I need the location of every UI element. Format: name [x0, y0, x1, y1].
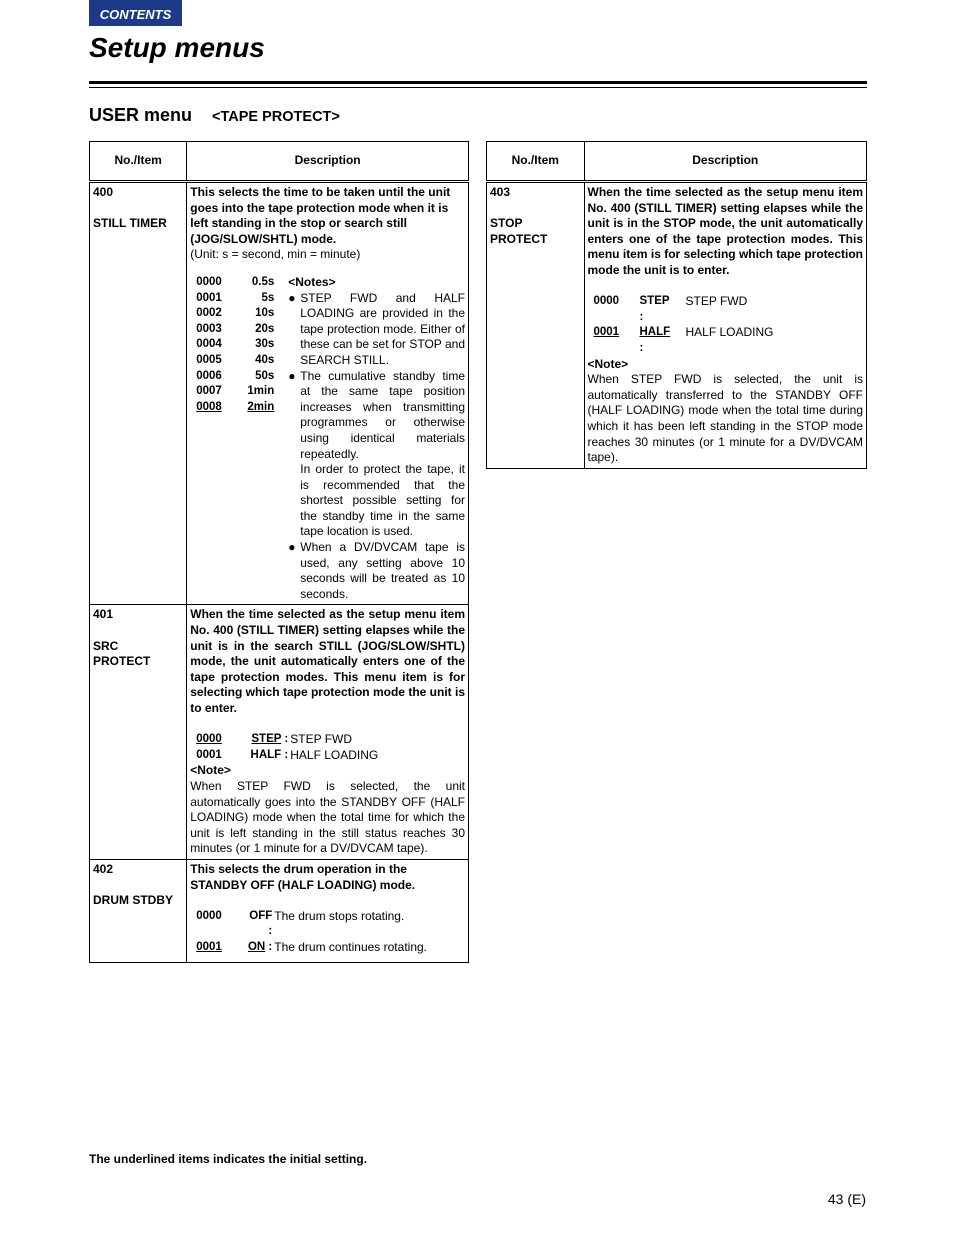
table-row: [487, 182, 867, 469]
note-label: <Note>: [587, 356, 629, 371]
item-intro: This selects the drum operation in the STANDBY OFF (HALF LOADING) mode.: [190, 861, 416, 892]
option-row: 0002 10s: [196, 307, 275, 320]
option-row: 0000 OFF : The drum stops rotating.: [196, 908, 405, 938]
bullet-icon: ●: [288, 540, 296, 555]
item-number: 401: [93, 607, 114, 622]
desc-cell-401: [187, 605, 469, 860]
header-no-item: No./Item: [487, 142, 585, 182]
title-rule-thin: [89, 87, 867, 88]
item-name: STILL TIMER: [93, 216, 167, 231]
item-name: DRUM STDBY: [93, 893, 173, 908]
option-row-default: 0001 HALF : HALF LOADING: [593, 325, 774, 354]
bullet-icon: ●: [288, 290, 296, 305]
note-bullet: ● The cumulative standby time at the same tape position increases when transmitting programmes or otherwise using identical materials repeatedly.: [288, 368, 465, 461]
notes-block: [280, 275, 465, 602]
item-intro: This selects the time to be taken until the unit goes into the tape protection mode when it is left standing in the stop or search still (JOG/SLOW/SHTL) mode.: [190, 185, 451, 246]
desc-cell-403: [584, 182, 867, 469]
table-header-row: [90, 142, 469, 182]
item-cell-402: [90, 859, 187, 962]
footer-note: The underlined items indicates the initial setting.: [89, 1152, 368, 1166]
option-row: 0004 30s: [196, 338, 275, 351]
title-rule-thick: [89, 81, 867, 84]
option-row: 0001 HALF : HALF LOADING: [196, 747, 379, 762]
section-subtitle: <TAPE PROTECT>: [212, 109, 340, 125]
page-number: 43 (E): [827, 1191, 866, 1207]
item-number: 402: [93, 861, 114, 876]
note-continuation: In order to protect the tape, it is recommended that the shortest possible setting for the standby time in the same tape location is used.: [300, 462, 465, 539]
item-number: 403: [490, 185, 511, 199]
header-no-item: No./Item: [90, 142, 187, 182]
bullet-icon: ●: [288, 368, 296, 383]
option-row: 0003 20s: [196, 322, 275, 335]
note-bullet: ● STEP FWD and HALF LOADING are provided in the tape protection mode. Either of these can be set for STOP and SEARCH STILL.: [288, 290, 465, 367]
item-cell-401: [90, 605, 187, 860]
table-row: [90, 859, 469, 962]
option-row: 0001 5s: [196, 291, 275, 304]
note-text: When STEP FWD is selected, the unit is automatically transferred to the STANDBY OFF (HALF LOADING) mode when the total time during which it has been left standing in the STOP mode reaches 30 minutes (or 1 minute for a DV/DVCAM tape).: [587, 372, 863, 465]
option-row: 0000 STEP : STEP FWD: [196, 732, 353, 747]
option-row: 0005 40s: [196, 353, 275, 366]
option-row-default: 0008 2min: [196, 400, 275, 413]
header-description: Description: [187, 142, 469, 182]
right-menu-table: [486, 141, 867, 469]
section-heading: [89, 105, 340, 126]
contents-tab[interactable]: CONTENTS: [89, 0, 182, 26]
option-row: 0007 1min: [196, 385, 275, 398]
item-name: SRC PROTECT: [93, 638, 151, 669]
unit-note: (Unit: s = second, min = minute): [190, 247, 361, 262]
header-description: Description: [584, 142, 867, 182]
item-number: 400: [93, 185, 114, 199]
item-intro: When the time selected as the setup menu item No. 400 (STILL TIMER) setting elapses while the unit is in the search STILL (JOG/SLOW/SHTL) mode, the unit automatically enters one of the tape protection modes. This menu item is for selecting which tape protection mode the unit is to enter.: [190, 607, 465, 715]
note-label: <Note>: [190, 763, 231, 778]
item-intro: When the time selected as the setup menu item No. 400 (STILL TIMER) setting elapses while the unit is in the STOP mode, the unit automatically enters one of the tape protection modes. This menu item is for selecting which tape protection mode the unit is to enter.: [587, 185, 863, 277]
desc-cell-402: [187, 859, 469, 962]
left-menu-table: [89, 141, 469, 963]
note-bullet: ● When a DV/DVCAM tape is used, any setting above 10 seconds will be treated as 10 seconds.: [288, 540, 465, 601]
note-text: When STEP FWD is selected, the unit automatically goes into the STANDBY OFF (HALF LOADING) mode when the total time for which the unit is left standing in the still status reaches 30 minutes (or 1 minute for a DV/DVCAM tape).: [190, 778, 465, 856]
item-name: STOP PROTECT: [490, 216, 548, 246]
option-row-default: 0001 ON : The drum continues rotating.: [196, 939, 427, 954]
table-row: [90, 605, 469, 860]
notes-label: <Notes>: [288, 274, 336, 289]
option-row: 0006 50s: [196, 369, 275, 382]
table-row: [90, 182, 469, 605]
section-title: USER menu: [89, 105, 193, 125]
option-list: [190, 275, 280, 602]
option-row: 0000 STEP : STEP FWD: [593, 294, 748, 323]
option-row: 0000 0.5s: [196, 275, 275, 288]
item-cell-403: [487, 182, 585, 469]
page-title: Setup menus: [89, 32, 265, 63]
desc-cell-400: [187, 182, 469, 605]
item-cell-400: [90, 182, 187, 605]
table-header-row: [487, 142, 867, 182]
